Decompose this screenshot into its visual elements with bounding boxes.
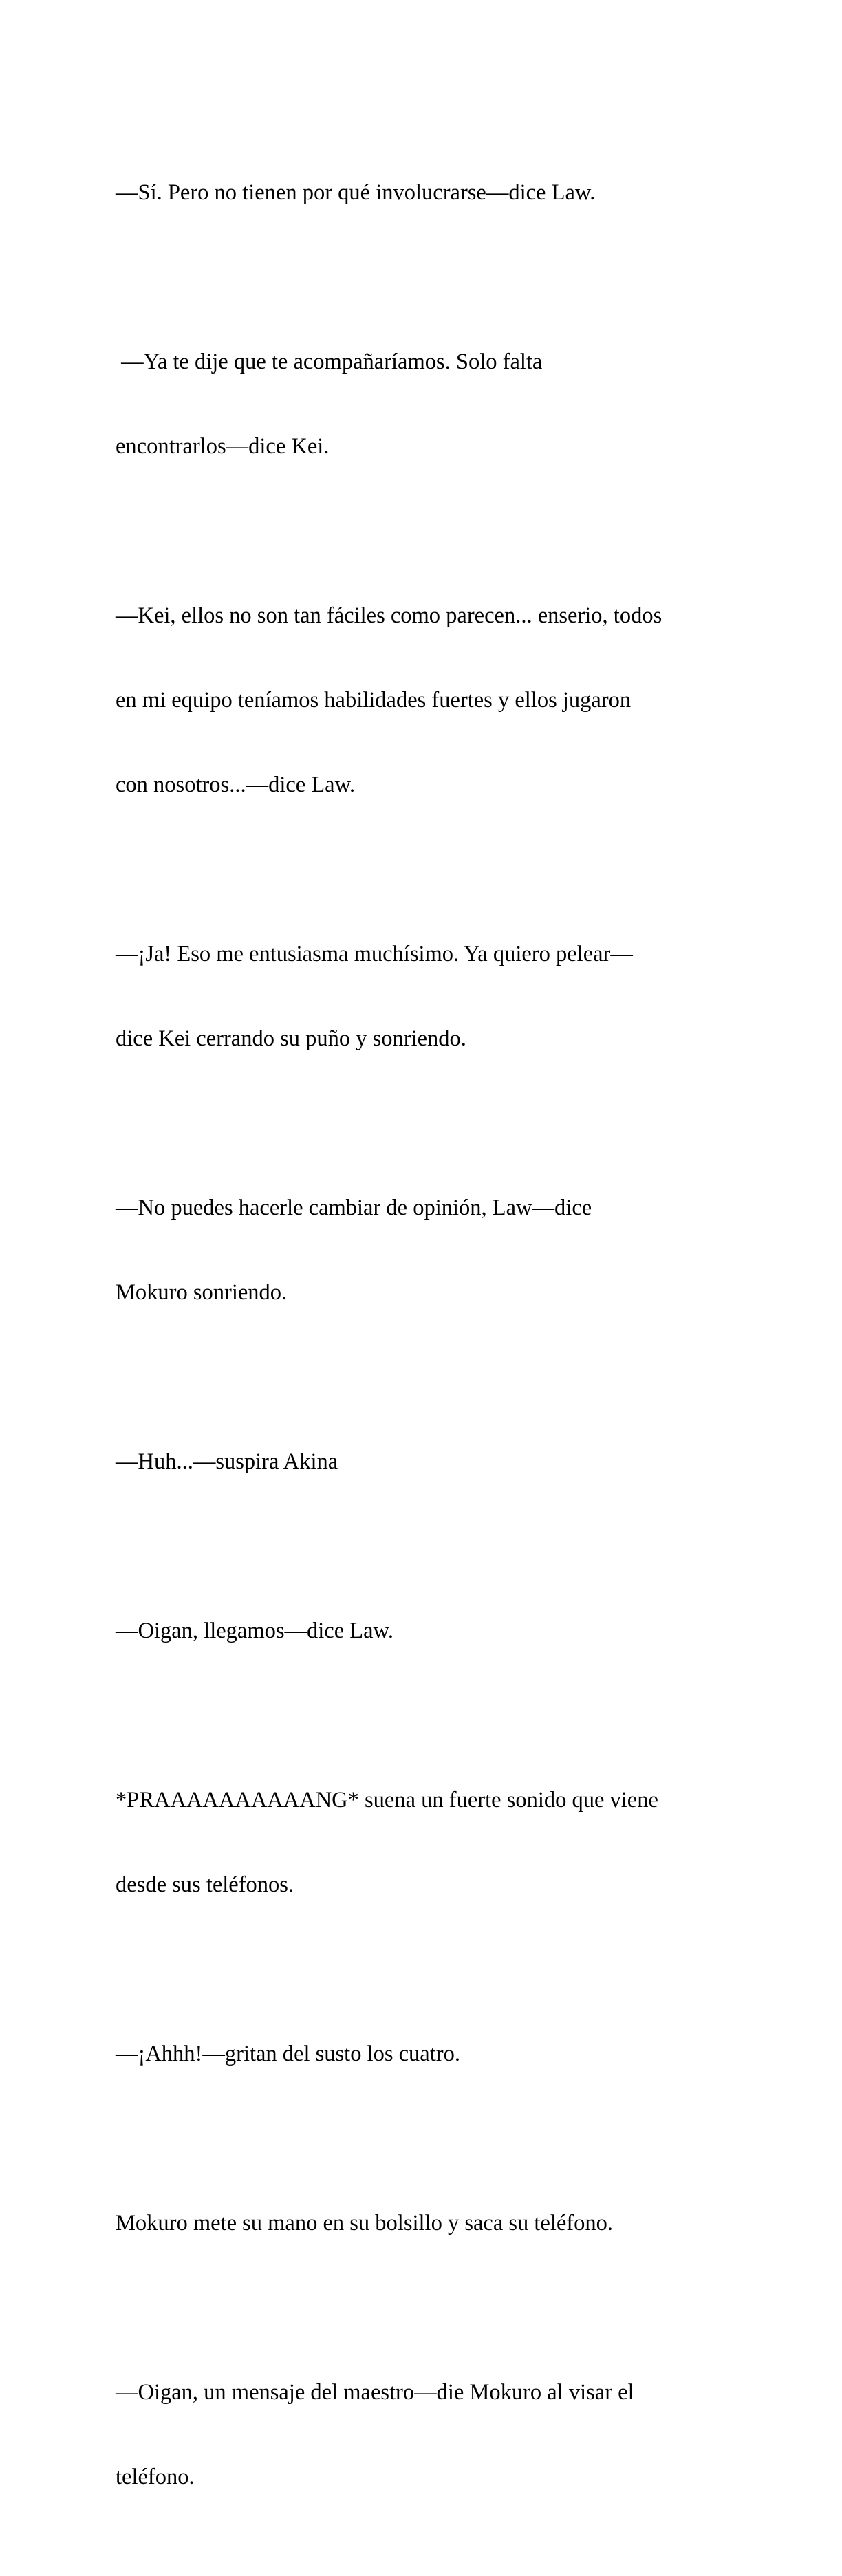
paragraph-8 — [116, 1730, 728, 1956]
document-page — [116, 122, 728, 2576]
text-line: en mi equipo teníamos habilidades fuertes y ellos jugaron — [116, 688, 632, 713]
text-line: —¡Ja! Eso me entusiasma muchísimo. Ya quiero pelear— — [116, 942, 633, 966]
text-line: —Oigan, un mensaje del maestro—die Mokuro al visar el — [116, 2380, 634, 2405]
text-line: desde sus teléfonos. — [116, 1872, 294, 1897]
text-line: teléfono. — [116, 2465, 195, 2489]
text-line: Mokuro sonriendo. — [116, 1280, 288, 1305]
text-line: *PRAAAAAAAAAANG* suena un fuerte sonido que viene — [116, 1788, 658, 1812]
paragraph-2 — [116, 292, 728, 517]
text-line: —Kei, ellos no son tan fáciles como parecen... enserio, todos — [116, 603, 662, 628]
paragraph-4 — [116, 884, 728, 1110]
paragraph-1 — [116, 122, 728, 263]
text-line: —¡Ahhh!—gritan del susto los cuatro. — [116, 2042, 460, 2066]
paragraph-10 — [116, 2153, 728, 2294]
paragraph-11 — [116, 2322, 728, 2548]
text-line: —Ya te dije que te acompañaríamos. Solo falta — [116, 349, 543, 374]
text-line: —Huh...—suspira Akina — [116, 1449, 338, 1474]
text-line: —Oigan, llegamos—dice Law. — [116, 1619, 394, 1643]
text-line: Mokuro mete su mano en su bolsillo y saca su teléfono. — [116, 2211, 613, 2236]
text-line: con nosotros...—dice Law. — [116, 772, 356, 797]
text-line: —Sí. Pero no tienen por qué involucrarse—dice Law. — [116, 180, 596, 205]
paragraph-9 — [116, 1984, 728, 2125]
paragraph-7 — [116, 1561, 728, 1702]
paragraph-5 — [116, 1138, 728, 1363]
text-line: dice Kei cerrando su puño y sonriendo. — [116, 1026, 466, 1051]
text-line: encontrarlos—dice Kei. — [116, 434, 330, 459]
paragraph-3 — [116, 545, 728, 856]
paragraph-6 — [116, 1392, 728, 1533]
text-line: —No puedes hacerle cambiar de opinión, Law—dice — [116, 1195, 592, 1220]
